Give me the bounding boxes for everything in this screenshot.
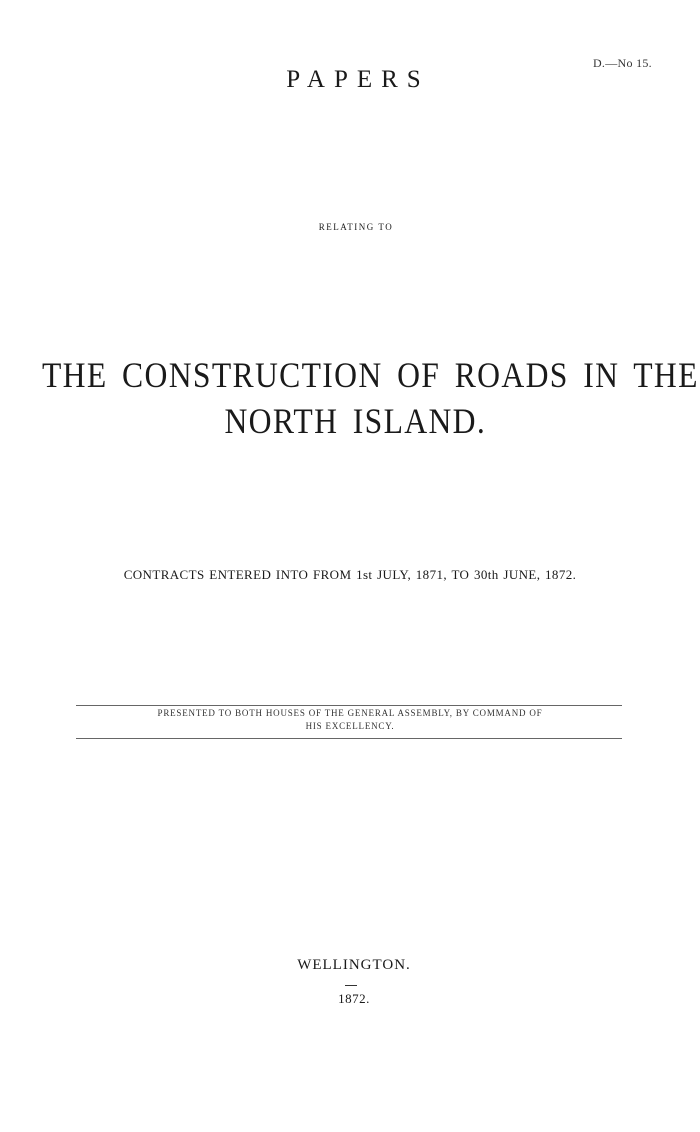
relating-label: RELATING TO: [318, 222, 394, 232]
bottom-divider: [76, 738, 622, 739]
presented-note: [100, 707, 600, 733]
subject-title-line-1: THE CONSTRUCTION OF ROADS IN THE: [42, 355, 699, 395]
document-heading: PAPERS: [286, 66, 430, 93]
presented-note-line-1: PRESENTED TO BOTH HOUSES OF THE GENERAL ASSEMBLY, BY COMMAND OF: [157, 708, 543, 718]
subject-title-line-2: NORTH ISLAND.: [224, 401, 487, 441]
contracts-subtitle: CONTRACTS ENTERED INTO FROM 1st JULY, 1871, TO 30th JUNE, 1872.: [123, 567, 577, 582]
presented-note-line-2: HIS EXCELLENCY.: [305, 721, 395, 731]
imprint-city: WELLINGTON.: [297, 957, 411, 973]
imprint-dash: [345, 985, 357, 986]
imprint-year: 1872.: [338, 991, 370, 1006]
top-divider: [76, 705, 622, 706]
document-reference: D.—No 15.: [592, 56, 652, 70]
